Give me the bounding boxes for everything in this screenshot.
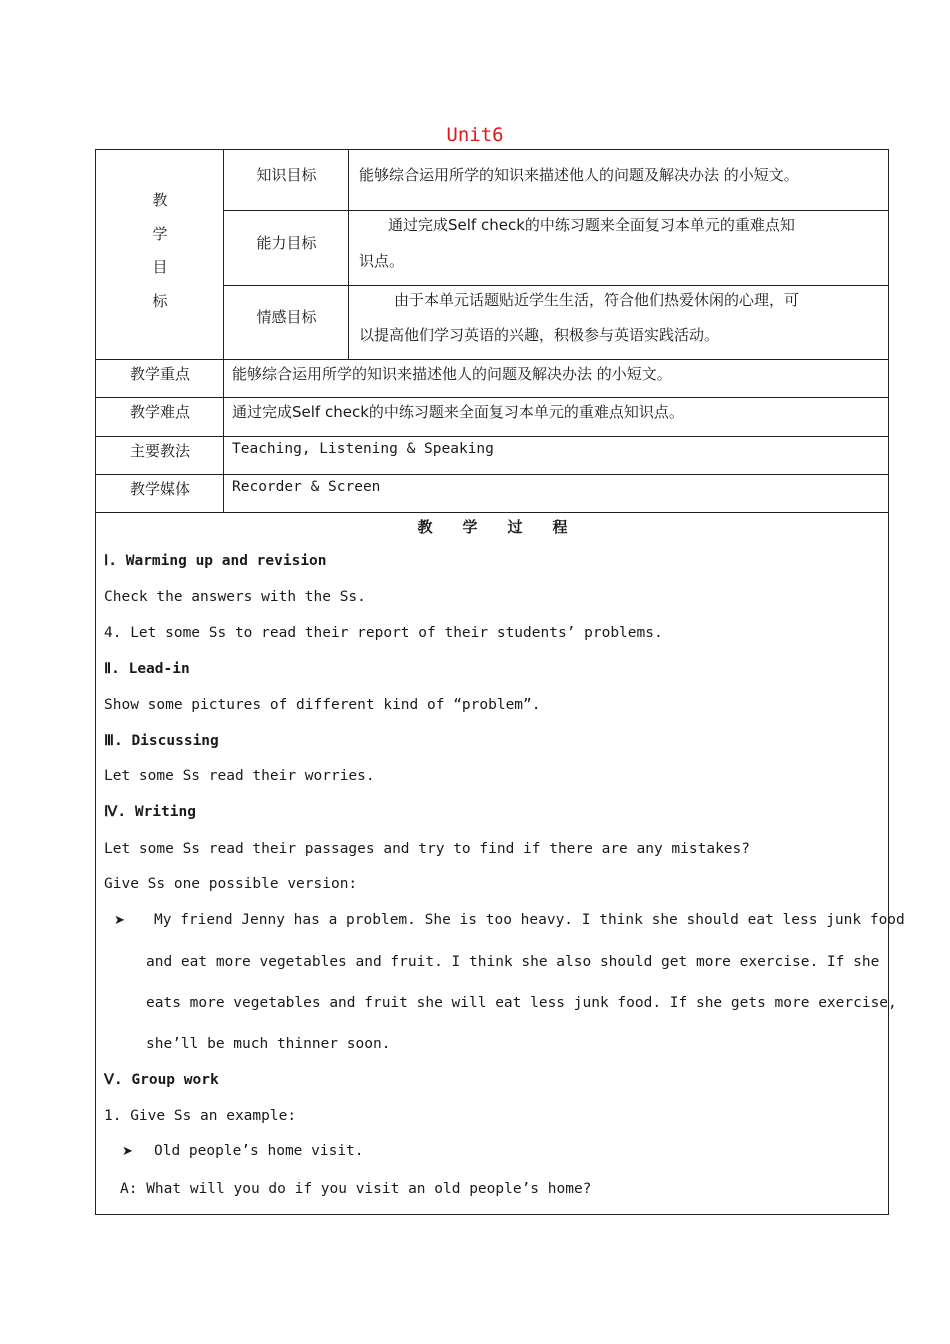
- text-line: Let some Ss read their passages and try to find if there are any mistakes?: [104, 841, 751, 857]
- sample-text-line: and eat more vegetables and fruit. I think she also should get more exercise. If she: [146, 954, 880, 970]
- text-line: 1. Give Ss an example:: [104, 1108, 297, 1124]
- key-points-label: 教学重点: [129, 365, 190, 383]
- knowledge-objective-content: 能够综合运用所学的知识来描述他人的问题及解决办法 的小短文。: [359, 166, 799, 184]
- page-title: Unit6: [446, 124, 504, 146]
- arrow-bullet-icon: ➤: [122, 1144, 133, 1159]
- arrow-bullet-icon: ➤: [114, 913, 125, 928]
- sample-text-line: she’ll be much thinner soon.: [146, 1036, 391, 1052]
- ability-objective-line2: 识点。: [359, 252, 405, 270]
- text-line: Check the answers with the Ss.: [104, 589, 366, 605]
- emotion-objective-line1: 由于本单元话题贴近学生生活，符合他们热爱休闲的心理，可: [394, 291, 800, 309]
- sample-text-line: eats more vegetables and fruit she will eat less junk food. If she gets more exercise,: [146, 995, 897, 1011]
- teaching-method-label: 主要教法: [129, 442, 190, 460]
- ability-objective-line1: 通过完成Self check的中练习题来全面复习本单元的重难点知: [388, 216, 795, 234]
- emotion-objective-line2: 以提高他们学习英语的兴趣，积极参与英语实践活动。: [359, 326, 720, 344]
- teaching-media-label: 教学媒体: [129, 480, 190, 498]
- ability-objective-label: 能力目标: [256, 234, 317, 252]
- section-heading-lead-in: Ⅱ. Lead-in: [104, 661, 190, 677]
- difficult-points-content: 通过完成Self check的中练习题来全面复习本单元的重难点知识点。: [232, 403, 684, 421]
- teaching-method-content: Teaching, Listening & Speaking: [232, 441, 494, 457]
- emotion-objective-label: 情感目标: [256, 308, 317, 326]
- difficult-points-label: 教学难点: [129, 403, 190, 421]
- text-line: Give Ss one possible version:: [104, 876, 358, 892]
- section-heading-discussing: Ⅲ. Discussing: [104, 733, 219, 749]
- sample-text-line: My friend Jenny has a problem. She is too heavy. I think she should eat less junk food: [154, 912, 905, 928]
- knowledge-objective-label: 知识目标: [256, 166, 317, 184]
- teaching-media-content: Recorder & Screen: [232, 479, 381, 495]
- text-line: Let some Ss read their worries.: [104, 768, 375, 784]
- example-line: Old people’s home visit.: [154, 1143, 364, 1159]
- section-heading-warming-up: Ⅰ. Warming up and revision: [104, 553, 327, 569]
- dialogue-line: A: What will you do if you visit an old people’s home?: [120, 1181, 592, 1197]
- section-heading-writing: Ⅳ. Writing: [104, 804, 196, 820]
- key-points-content: 能够综合运用所学的知识来描述他人的问题及解决办法 的小短文。: [232, 365, 672, 383]
- text-line: 4. Let some Ss to read their report of their students’ problems.: [104, 625, 663, 641]
- process-heading: 教 学 过 程: [417, 518, 568, 536]
- text-line: Show some pictures of different kind of “problem”.: [104, 697, 541, 713]
- section-heading-group-work: Ⅴ. Group work: [104, 1072, 219, 1088]
